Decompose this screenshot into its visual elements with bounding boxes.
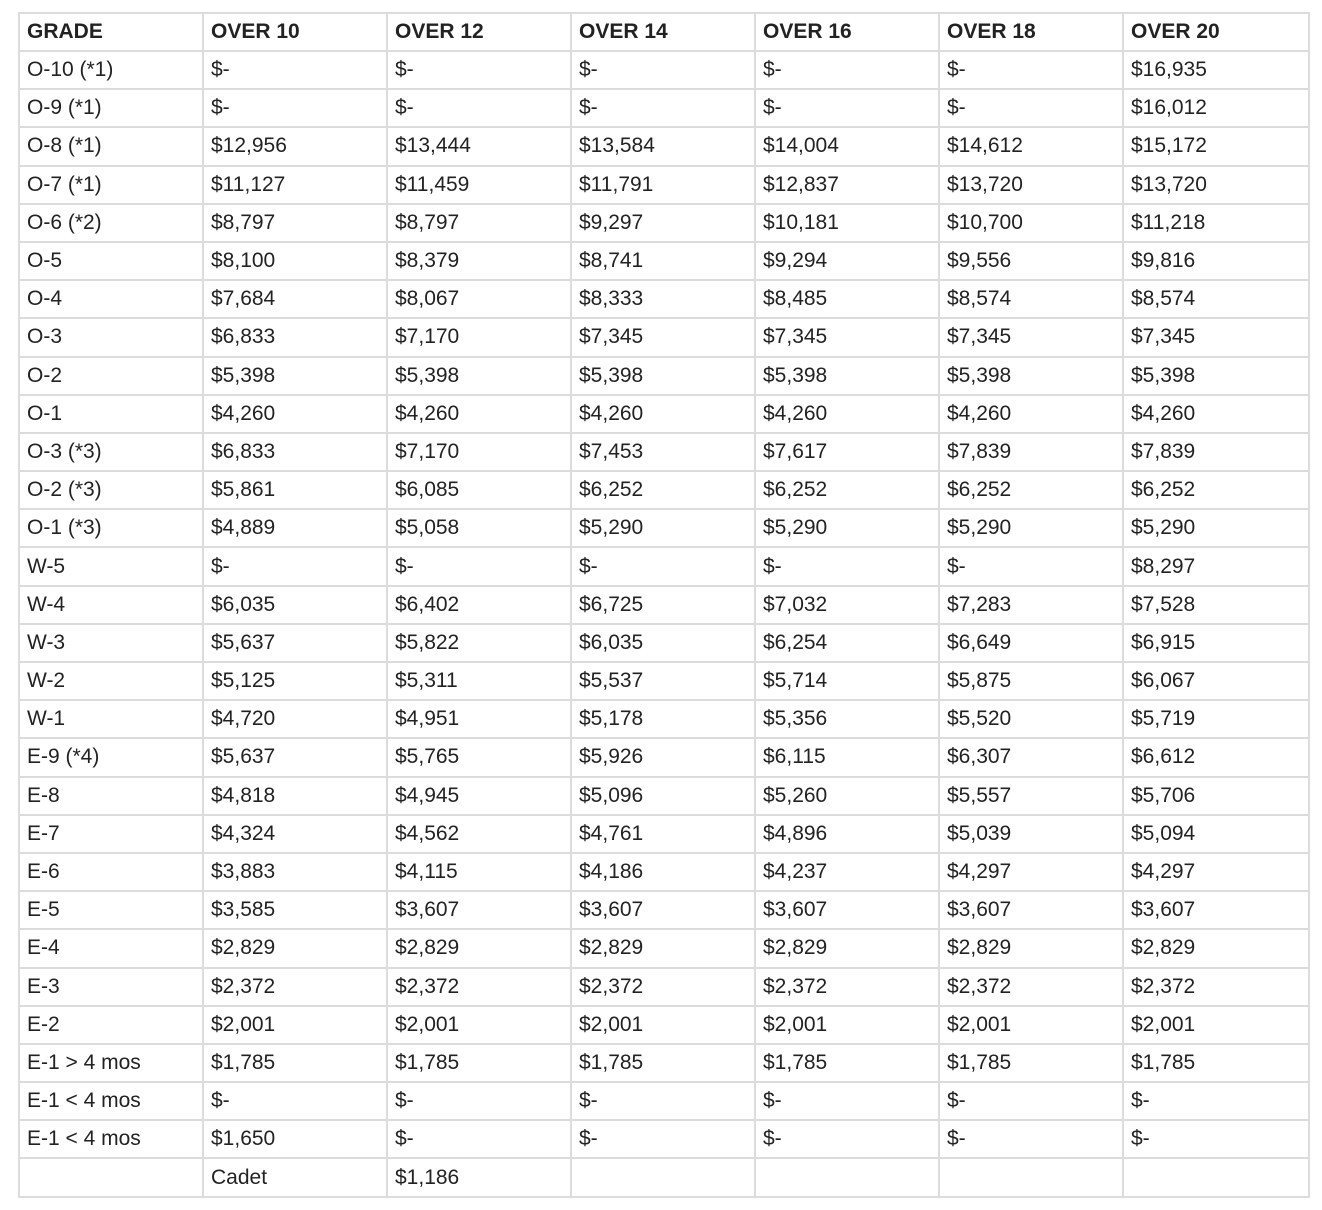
pay-cell: $6,402 [387,586,571,624]
table-row [19,929,1309,967]
pay-cell: $13,720 [939,166,1123,204]
pay-cell: $- [203,547,387,585]
pay-cell: $5,096 [571,777,755,815]
grade-cell: O-3 (*3) [19,433,203,471]
pay-cell: $5,290 [939,509,1123,547]
grade-cell: W-5 [19,547,203,585]
pay-cell: $9,294 [755,242,939,280]
grade-cell: E-5 [19,891,203,929]
table-row [19,586,1309,624]
pay-cell: $3,585 [203,891,387,929]
grade-cell: E-8 [19,777,203,815]
pay-cell: $8,741 [571,242,755,280]
pay-cell: $4,945 [387,777,571,815]
pay-cell: $5,398 [755,357,939,395]
pay-cell: $1,186 [387,1158,571,1196]
pay-cell: $7,684 [203,280,387,318]
pay-cell: $- [1123,1120,1309,1158]
table-row [19,433,1309,471]
pay-cell: $3,883 [203,853,387,891]
pay-cell: $5,260 [755,777,939,815]
pay-cell: $4,237 [755,853,939,891]
pay-cell: $4,186 [571,853,755,891]
pay-cell: $7,839 [939,433,1123,471]
pay-cell: $5,398 [939,357,1123,395]
pay-cell: $- [939,1120,1123,1158]
table-row [19,395,1309,433]
grade-cell: E-4 [19,929,203,967]
pay-cell: $11,127 [203,166,387,204]
grade-cell: W-4 [19,586,203,624]
grade-cell: O-2 [19,357,203,395]
pay-cell: $4,818 [203,777,387,815]
grade-cell: O-6 (*2) [19,204,203,242]
pay-cell: $13,444 [387,127,571,165]
table-row [19,51,1309,89]
grade-cell: W-1 [19,700,203,738]
pay-cell: $6,833 [203,318,387,356]
pay-cell: $6,035 [203,586,387,624]
pay-cell: $2,829 [755,929,939,967]
table-row [19,166,1309,204]
pay-cell: $7,839 [1123,433,1309,471]
pay-cell: $2,372 [203,968,387,1006]
pay-cell: Cadet [203,1158,387,1196]
pay-cell: $1,785 [939,1044,1123,1082]
pay-cell: $11,791 [571,166,755,204]
pay-cell: $- [755,1120,939,1158]
grade-cell: E-1 < 4 mos [19,1120,203,1158]
pay-cell: $5,822 [387,624,571,662]
pay-cell: $5,537 [571,662,755,700]
pay-cell: $6,915 [1123,624,1309,662]
pay-cell: $1,650 [203,1120,387,1158]
pay-cell: $14,612 [939,127,1123,165]
table-row [19,509,1309,547]
pay-cell: $2,372 [1123,968,1309,1006]
pay-cell: $3,607 [939,891,1123,929]
pay-cell: $5,398 [203,357,387,395]
pay-cell: $2,001 [571,1006,755,1044]
pay-cell: $7,345 [1123,318,1309,356]
pay-cell: $7,345 [571,318,755,356]
pay-cell [755,1158,939,1196]
pay-cell: $2,829 [571,929,755,967]
column-header-over-12: OVER 12 [387,13,571,51]
pay-cell: $8,379 [387,242,571,280]
pay-cell: $6,035 [571,624,755,662]
pay-cell: $- [571,89,755,127]
table-row [19,280,1309,318]
column-header-over-10: OVER 10 [203,13,387,51]
table-row [19,853,1309,891]
table-row [19,968,1309,1006]
pay-cell: $3,607 [755,891,939,929]
pay-cell: $8,100 [203,242,387,280]
pay-cell: $5,311 [387,662,571,700]
pay-cell: $1,785 [1123,1044,1309,1082]
table-row [19,547,1309,585]
pay-cell: $4,260 [1123,395,1309,433]
pay-cell: $- [571,51,755,89]
pay-cell: $2,829 [387,929,571,967]
pay-cell: $5,290 [755,509,939,547]
column-header-grade: GRADE [19,13,203,51]
pay-cell: $8,485 [755,280,939,318]
grade-cell: O-1 (*3) [19,509,203,547]
pay-cell: $- [571,1120,755,1158]
pay-cell: $5,637 [203,738,387,776]
pay-cell: $3,607 [1123,891,1309,929]
table-row [19,1120,1309,1158]
pay-table-body [19,51,1309,1197]
pay-cell: $- [387,1082,571,1120]
pay-cell: $2,001 [939,1006,1123,1044]
pay-cell: $12,956 [203,127,387,165]
pay-cell: $4,260 [387,395,571,433]
pay-cell: $5,290 [1123,509,1309,547]
pay-cell: $13,720 [1123,166,1309,204]
grade-cell: O-5 [19,242,203,280]
pay-cell: $3,607 [387,891,571,929]
pay-cell: $- [1123,1082,1309,1120]
table-row [19,242,1309,280]
pay-cell: $5,719 [1123,700,1309,738]
pay-cell: $5,125 [203,662,387,700]
pay-cell: $6,307 [939,738,1123,776]
pay-cell: $7,032 [755,586,939,624]
pay-cell: $- [939,547,1123,585]
table-row [19,1082,1309,1120]
pay-cell: $11,459 [387,166,571,204]
grade-cell: O-9 (*1) [19,89,203,127]
table-row [19,357,1309,395]
pay-cell: $2,001 [387,1006,571,1044]
pay-table-container [18,12,1310,1198]
pay-cell: $5,094 [1123,815,1309,853]
grade-cell: E-1 > 4 mos [19,1044,203,1082]
pay-cell: $- [755,547,939,585]
pay-cell: $14,004 [755,127,939,165]
pay-cell: $4,324 [203,815,387,853]
pay-cell: $2,829 [203,929,387,967]
pay-cell: $4,260 [755,395,939,433]
pay-cell: $- [755,89,939,127]
grade-cell: O-2 (*3) [19,471,203,509]
pay-cell: $- [939,89,1123,127]
pay-cell: $5,058 [387,509,571,547]
pay-cell: $4,896 [755,815,939,853]
pay-cell: $2,001 [755,1006,939,1044]
table-row [19,471,1309,509]
pay-cell: $4,761 [571,815,755,853]
pay-cell: $15,172 [1123,127,1309,165]
grade-cell: E-1 < 4 mos [19,1082,203,1120]
pay-cell: $4,720 [203,700,387,738]
pay-cell: $6,612 [1123,738,1309,776]
grade-cell: E-6 [19,853,203,891]
table-row [19,777,1309,815]
pay-cell: $7,170 [387,433,571,471]
pay-cell: $8,297 [1123,547,1309,585]
pay-cell: $4,562 [387,815,571,853]
column-header-over-16: OVER 16 [755,13,939,51]
pay-cell: $- [571,1082,755,1120]
table-row [19,89,1309,127]
pay-cell: $9,297 [571,204,755,242]
grade-cell: E-9 (*4) [19,738,203,776]
table-row [19,127,1309,165]
pay-cell: $4,297 [1123,853,1309,891]
pay-cell: $12,837 [755,166,939,204]
pay-cell: $2,372 [571,968,755,1006]
grade-cell: W-3 [19,624,203,662]
table-row [19,700,1309,738]
pay-cell: $4,297 [939,853,1123,891]
pay-cell: $7,170 [387,318,571,356]
pay-cell: $4,260 [203,395,387,433]
pay-cell: $6,085 [387,471,571,509]
pay-cell: $- [571,547,755,585]
pay-cell: $4,115 [387,853,571,891]
grade-cell: E-7 [19,815,203,853]
pay-cell: $- [203,1082,387,1120]
pay-table-header [19,13,1309,51]
pay-cell: $5,178 [571,700,755,738]
pay-cell: $8,574 [939,280,1123,318]
pay-cell: $5,520 [939,700,1123,738]
pay-cell: $5,765 [387,738,571,776]
pay-cell: $11,218 [1123,204,1309,242]
pay-cell: $2,372 [939,968,1123,1006]
pay-cell: $6,115 [755,738,939,776]
table-row [19,1044,1309,1082]
table-row [19,738,1309,776]
pay-cell: $8,333 [571,280,755,318]
pay-cell: $2,829 [939,929,1123,967]
pay-cell: $7,283 [939,586,1123,624]
pay-cell: $7,345 [939,318,1123,356]
pay-cell: $2,372 [387,968,571,1006]
column-header-over-14: OVER 14 [571,13,755,51]
pay-cell: $5,706 [1123,777,1309,815]
pay-cell: $1,785 [755,1044,939,1082]
pay-cell: $7,453 [571,433,755,471]
pay-cell: $6,833 [203,433,387,471]
pay-cell: $8,797 [387,204,571,242]
table-row [19,624,1309,662]
grade-cell: O-3 [19,318,203,356]
table-row [19,1158,1309,1196]
pay-cell: $- [755,1082,939,1120]
pay-cell: $9,556 [939,242,1123,280]
pay-cell [939,1158,1123,1196]
table-row [19,318,1309,356]
pay-cell: $4,260 [571,395,755,433]
pay-cell: $- [387,89,571,127]
pay-cell: $6,252 [755,471,939,509]
pay-cell: $- [939,1082,1123,1120]
column-header-over-18: OVER 18 [939,13,1123,51]
pay-cell: $5,039 [939,815,1123,853]
table-row [19,1006,1309,1044]
pay-cell: $5,637 [203,624,387,662]
pay-cell: $16,935 [1123,51,1309,89]
pay-cell [571,1158,755,1196]
pay-cell: $5,714 [755,662,939,700]
pay-cell: $5,557 [939,777,1123,815]
pay-cell: $2,829 [1123,929,1309,967]
grade-cell: E-3 [19,968,203,1006]
table-row [19,891,1309,929]
pay-cell: $7,617 [755,433,939,471]
pay-cell: $10,181 [755,204,939,242]
pay-cell: $2,001 [1123,1006,1309,1044]
pay-cell: $- [203,89,387,127]
pay-cell: $- [387,51,571,89]
pay-cell: $5,875 [939,662,1123,700]
pay-cell: $1,785 [203,1044,387,1082]
pay-cell: $6,252 [939,471,1123,509]
pay-cell: $5,290 [571,509,755,547]
grade-cell: O-1 [19,395,203,433]
grade-cell [19,1158,203,1196]
pay-cell: $4,889 [203,509,387,547]
pay-cell: $5,861 [203,471,387,509]
pay-cell: $6,252 [571,471,755,509]
pay-cell: $5,398 [387,357,571,395]
pay-cell: $4,260 [939,395,1123,433]
table-row [19,662,1309,700]
pay-cell: $- [203,51,387,89]
grade-cell: O-4 [19,280,203,318]
pay-cell: $8,067 [387,280,571,318]
pay-cell: $6,649 [939,624,1123,662]
pay-cell: $- [755,51,939,89]
grade-cell: O-7 (*1) [19,166,203,204]
pay-cell: $7,528 [1123,586,1309,624]
table-row [19,815,1309,853]
pay-cell: $6,067 [1123,662,1309,700]
pay-table [18,12,1310,1198]
grade-cell: E-2 [19,1006,203,1044]
pay-cell: $8,797 [203,204,387,242]
pay-cell: $5,398 [571,357,755,395]
pay-cell: $9,816 [1123,242,1309,280]
pay-cell: $13,584 [571,127,755,165]
pay-cell: $8,574 [1123,280,1309,318]
pay-cell: $5,926 [571,738,755,776]
pay-cell [1123,1158,1309,1196]
pay-cell: $7,345 [755,318,939,356]
pay-cell: $10,700 [939,204,1123,242]
pay-cell: $- [387,547,571,585]
grade-cell: W-2 [19,662,203,700]
pay-cell: $1,785 [571,1044,755,1082]
pay-cell: $6,252 [1123,471,1309,509]
pay-cell: $6,254 [755,624,939,662]
pay-cell: $3,607 [571,891,755,929]
pay-cell: $- [387,1120,571,1158]
pay-cell: $2,001 [203,1006,387,1044]
header-row [19,13,1309,51]
pay-cell: $1,785 [387,1044,571,1082]
pay-cell: $- [939,51,1123,89]
pay-cell: $2,372 [755,968,939,1006]
pay-cell: $16,012 [1123,89,1309,127]
pay-cell: $6,725 [571,586,755,624]
pay-cell: $5,356 [755,700,939,738]
grade-cell: O-10 (*1) [19,51,203,89]
pay-cell: $4,951 [387,700,571,738]
pay-cell: $5,398 [1123,357,1309,395]
column-header-over-20: OVER 20 [1123,13,1309,51]
grade-cell: O-8 (*1) [19,127,203,165]
table-row [19,204,1309,242]
